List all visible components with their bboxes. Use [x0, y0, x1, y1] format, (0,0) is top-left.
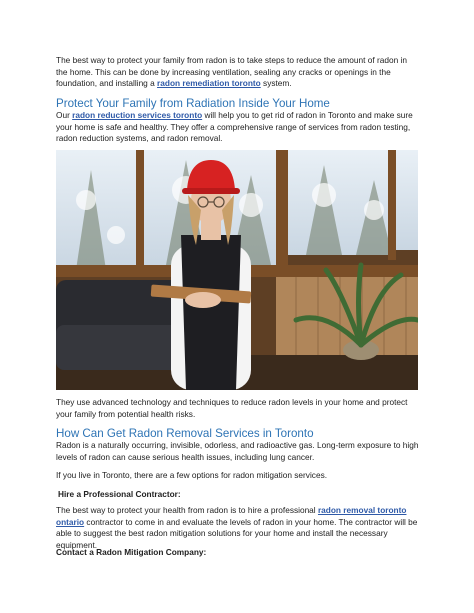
radon-removal-link[interactable]: radon removal toronto ontario: [56, 505, 407, 527]
radon-info-paragraph: Radon is a naturally occurring, invisible, odorless, and radioactive gas. Long-term exposure to high levels of radon can cause serious health issues, including lung cancer.: [56, 440, 419, 462]
services-paragraph: [56, 110, 420, 145]
intro-paragraph: [56, 55, 420, 90]
services-text-end: will help you to get rid of radon in Toronto and make sure your home is safe and healthy. They offer a comprehensive range of services from radon testing, radon reduction systems, and radon removal.: [56, 110, 413, 144]
options-paragraph: If you live in Toronto, there are a few options for radon mitigation services.: [56, 470, 328, 480]
subheading-hire-contractor: Hire a Professional Contractor:: [58, 489, 181, 499]
subheading-contact-company: Contact a Radon Mitigation Company:: [56, 547, 207, 557]
section-heading-how: How Can Get Radon Removal Services in Toronto: [56, 427, 314, 440]
technology-paragraph: They use advanced technology and techniques to reduce radon levels in your home and protect your family from potential health risks.: [56, 397, 408, 419]
radon-inspector-photo: [56, 150, 418, 390]
contractor-text: The best way to protect your health from radon is to hire a professional: [56, 505, 318, 515]
services-text: Our: [56, 110, 73, 120]
radon-reduction-services-link[interactable]: radon reduction services toronto: [72, 110, 203, 120]
intro-text: The best way to protect your family from radon is to take steps to reduce the amount of radon in the home. This can be done by increasing ventilation, sealing any cracks or openings in the foundation, and installing a: [56, 55, 407, 89]
contractor-text-end: contractor to come in and evaluate the levels of radon in your home. The contractor will be able to suggest the best radon mitigation solutions for your home and install the necessary equipment.: [56, 516, 418, 550]
intro-text-end: system.: [260, 78, 292, 89]
radon-remediation-link[interactable]: radon remediation toronto: [157, 78, 261, 89]
contractor-paragraph: [56, 505, 420, 551]
section-heading-protect: Protect Your Family from Radiation Inside Your Home: [56, 97, 330, 110]
